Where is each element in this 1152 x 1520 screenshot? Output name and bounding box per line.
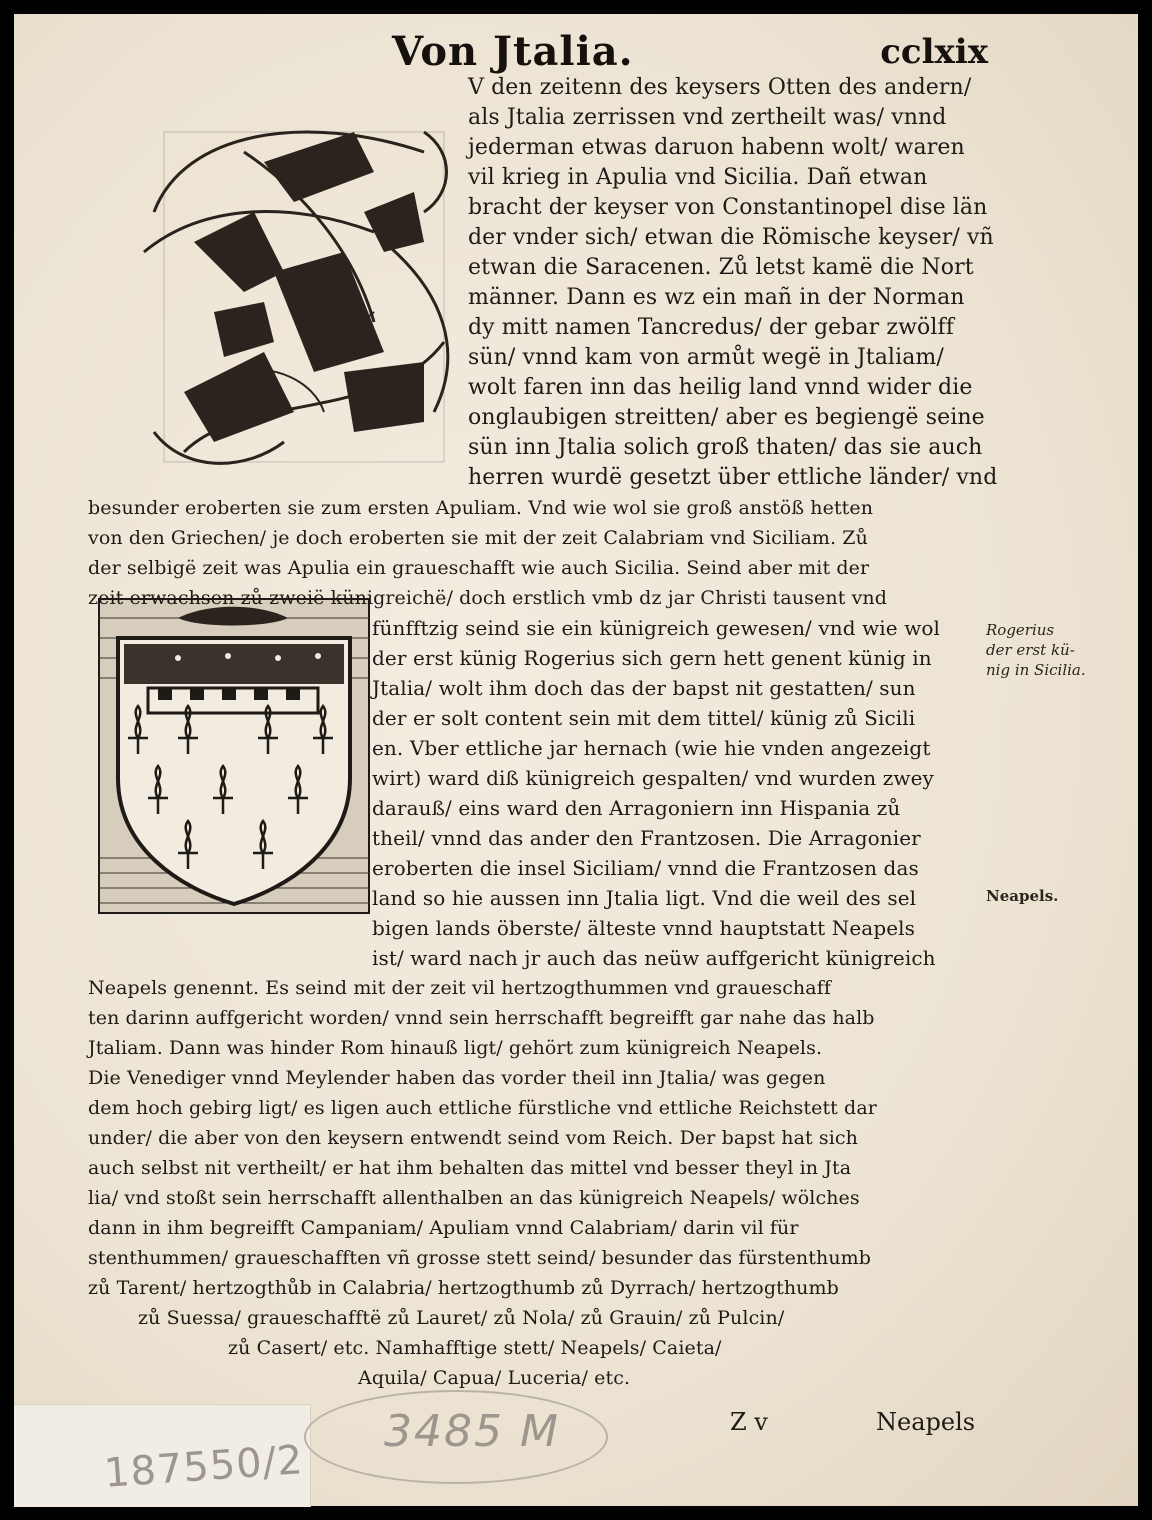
margin-note-neapels: Neapels. (986, 887, 1059, 905)
text-line: en. Vber ettliche jar hernach (wie hie vnden angezeigt (372, 736, 931, 760)
text-line: zů Suessa/ graueschafftë zů Lauret/ zů Nola/ zů Grauin/ zů Pulcin/ (138, 1307, 785, 1329)
text-line: zů Casert/ etc. Namhafftige stett/ Neapels/ Caieta/ (228, 1337, 722, 1359)
text-line: männer. Dann es wz ein mañ in der Norman (468, 285, 965, 310)
text-line: Neapels genennt. Es seind mit der zeit vil hertzogthummen vnd graueschaff (88, 977, 831, 999)
text-line: zeit erwachsen zů zweië künigreichë/ doch erstlich vmb dz jar Christi tausent vnd (88, 587, 888, 609)
stamp-number: 3485 M (384, 1406, 560, 1457)
text-line: sün inn Jtalia solich groß thaten/ das sie auch (468, 435, 983, 460)
text-line: eroberten die insel Siciliam/ vnnd die Frantzosen das (372, 856, 919, 880)
text-line: ist/ ward nach jr auch das neüw auffgericht künigreich (372, 946, 936, 970)
running-title: Von Jtalia. (392, 28, 634, 75)
text-line: stenthummen/ graueschafften vñ grosse stett seind/ besunder das fürstenthumb (88, 1247, 872, 1269)
text-line: Aquila/ Capua/ Luceria/ etc. (358, 1367, 631, 1389)
text-line: Jtaliam. Dann was hinder Rom hinauß ligt/ gehört zum künigreich Neapels. (88, 1037, 823, 1059)
text-line: herren wurdë gesetzt über ettliche länder/ vnd (468, 465, 998, 490)
text-line: Jtalia/ wolt ihm doch das der bapst nit gestatten/ sun (372, 676, 916, 700)
text-line: der er solt content sein mit dem tittel/ künig zů Sicili (372, 706, 916, 730)
text-line: darauß/ eins ward den Arragoniern inn Hispania zů (372, 796, 901, 820)
coat-of-arms-icon (98, 598, 370, 914)
text-line: vil krieg in Apulia vnd Sicilia. Dañ etwan (468, 165, 928, 190)
text-line: jederman etwas daruon habenn wolt/ waren (468, 135, 965, 160)
text-line: etwan die Saracenen. Zů letst kamë die Nort (468, 255, 974, 280)
text-line: V den zeitenn des keysers Otten des andern/ (468, 75, 972, 100)
text-line: onglaubigen streitten/ aber es begiengë seine (468, 405, 985, 430)
text-line: bracht der keyser von Constantinopel dise län (468, 195, 988, 220)
text-line: under/ die aber von den keysern entwendt seind vom Reich. Der bapst hat sich (88, 1127, 859, 1149)
text-line: der selbigë zeit was Apulia ein graueschafft wie auch Sicilia. Seind aber mit der (88, 557, 870, 579)
text-line: Die Venediger vnnd Meylender haben das vorder theil inn Jtalia/ was gegen (88, 1067, 826, 1089)
text-line: dann in ihm begreifft Campaniam/ Apuliam vnnd Calabriam/ darin vil für (88, 1217, 799, 1239)
text-line: dem hoch gebirg ligt/ es ligen auch ettliche fürstliche vnd ettliche Reichstett dar (88, 1097, 877, 1119)
text-line: ten darinn auffgericht worden/ vnnd sein herrschafft begreifft gar nahe das halb (88, 1007, 875, 1029)
text-line: lia/ vnd stoßt sein herrschafft allenthalben an das künigreich Neapels/ wölches (88, 1187, 860, 1209)
text-line: als Jtalia zerrissen vnd zertheilt was/ vnnd (468, 105, 947, 130)
text-line: dy mitt namen Tancredus/ der gebar zwölff (468, 315, 954, 340)
shelf-mark: 187550/2 (102, 1437, 305, 1497)
text-line: der erst künig Rogerius sich gern hett genent künig in (372, 646, 932, 670)
text-line: theil/ vnnd das ander den Frantzosen. Die Arragonier (372, 826, 921, 850)
text-line: zů Tarent/ hertzogthůb in Calabria/ hertzogthumb zů Dyrrach/ hertzogthumb (88, 1277, 839, 1299)
text-line: bigen lands öberste/ älteste vnnd hauptstatt Neapels (372, 916, 916, 940)
margin-note-rogerius: Rogerius der erst kü- nig in Sicilia. (986, 621, 1086, 679)
text-line: wolt faren inn das heilig land vnnd wider die (468, 375, 973, 400)
book-page (14, 14, 1138, 1506)
text-line: wirt) ward diß künigreich gespalten/ vnd wurden zwey (372, 766, 934, 790)
decorated-initial-d-icon (124, 92, 474, 492)
text-line: besunder eroberten sie zum ersten Apuliam. Vnd wie wol sie groß anstöß hetten (88, 497, 874, 519)
text-line: land so hie aussen inn Jtalia ligt. Vnd die weil des sel (372, 886, 917, 910)
signature-mark: Z v (730, 1408, 768, 1436)
folio-number: cclxix (880, 32, 988, 72)
text-line: der vnder sich/ etwan die Römische keyser/ vñ (468, 225, 994, 250)
text-line: auch selbst nit vertheilt/ er hat ihm behalten das mittel vnd besser theyl in Jta (88, 1157, 852, 1179)
text-line: sün/ vnnd kam von armůt wegë in Jtaliam/ (468, 345, 944, 370)
text-line: von den Griechen/ je doch eroberten sie mit der zeit Calabriam vnd Siciliam. Zů (88, 527, 868, 549)
catchword: Neapels (876, 1408, 976, 1436)
text-line: fünfftzig seind sie ein künigreich gewesen/ vnd wie wol (372, 616, 941, 640)
